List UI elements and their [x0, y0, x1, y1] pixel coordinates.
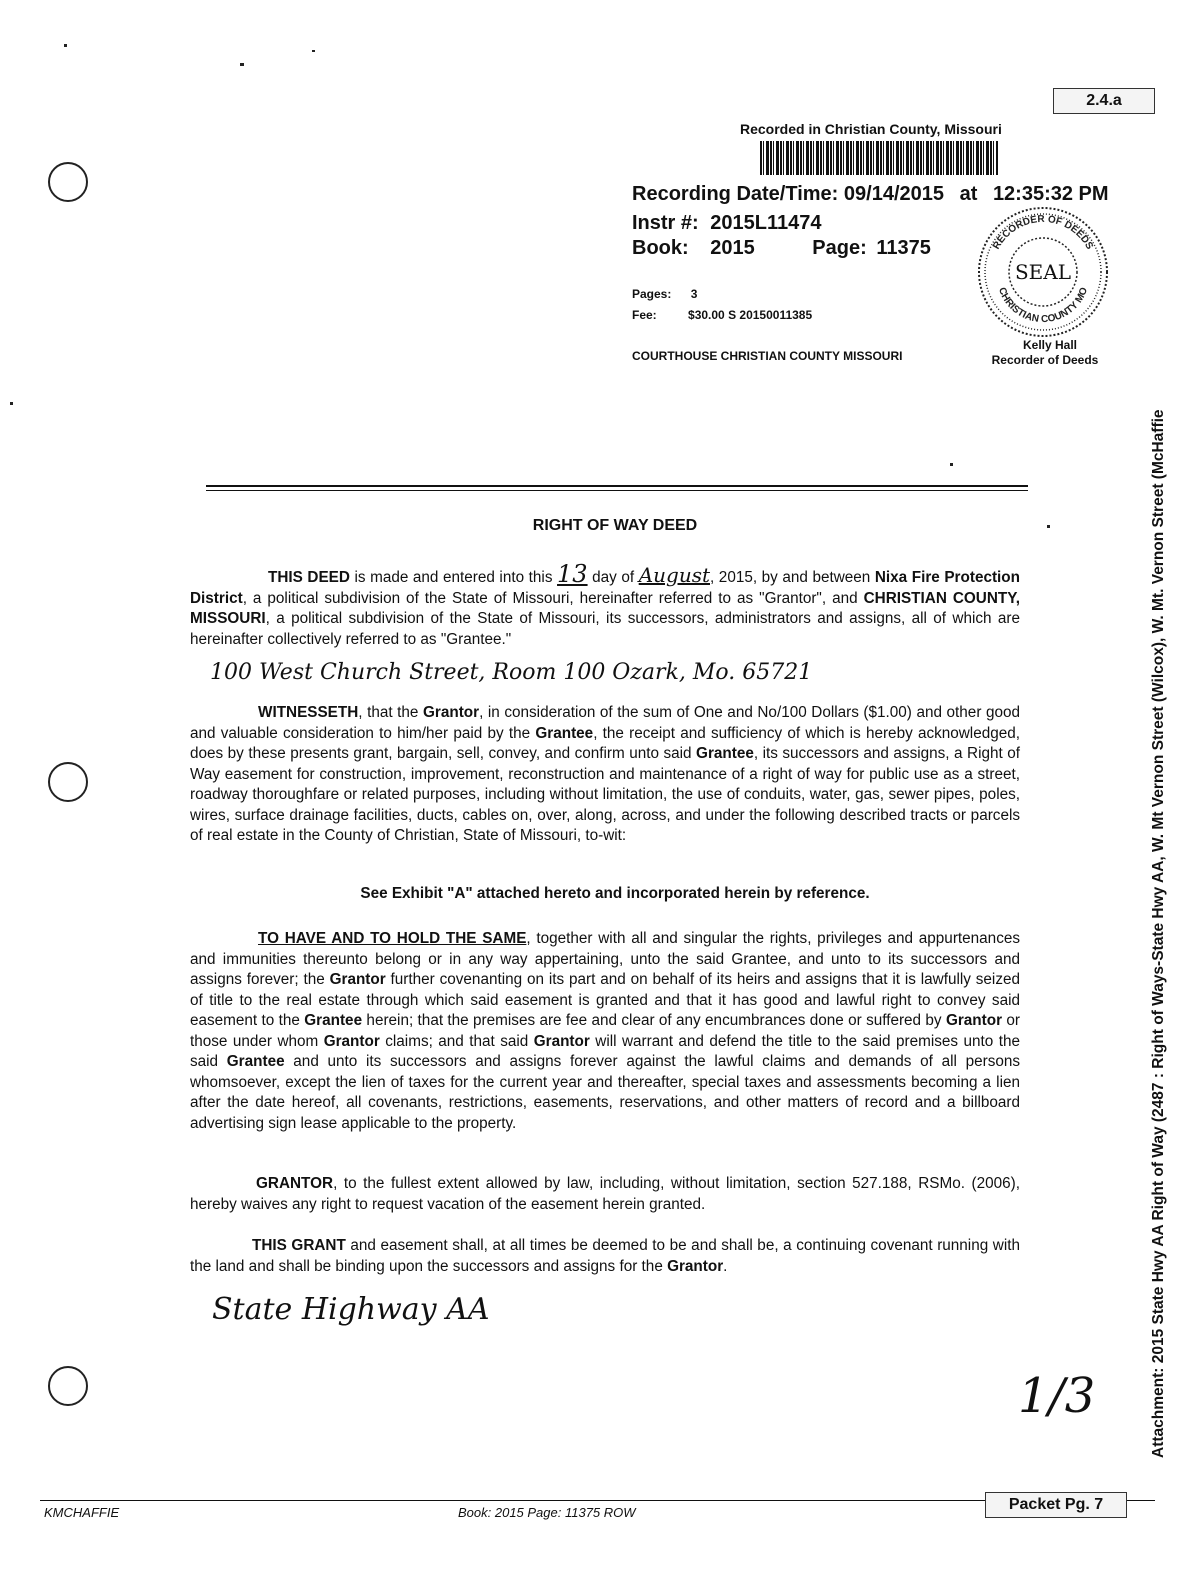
recording-date-label: Recording Date/Time:	[632, 183, 839, 205]
fee-value: $30.00 S 20150011385	[688, 308, 813, 322]
habendum-c: herein; that the premises are fee and clear of any encumbrances done or suffered by	[362, 1012, 946, 1029]
book-value: 2015	[710, 237, 755, 259]
handwritten-month: August	[638, 563, 710, 587]
seal-ring-top: RECORDER OF DEEDS	[991, 213, 1095, 252]
paragraph-waiver	[190, 1174, 1020, 1215]
scan-speck	[64, 44, 67, 47]
paragraph-covenant	[190, 1236, 1020, 1277]
recorder-name: Kelly Hall	[1022, 338, 1078, 352]
footer-center: Book: 2015 Page: 11375 ROW	[458, 1505, 636, 1520]
handwritten-highway: State Highway AA	[212, 1292, 490, 1327]
page-label: Page:	[812, 237, 867, 259]
book-line	[632, 237, 931, 260]
recording-time-value: 12:35:32 PM	[992, 183, 1109, 205]
handwritten-address: 100 West Church Street, Room 100 Ozark, Mo. 65721	[210, 660, 813, 685]
page-value: 11375	[876, 237, 931, 259]
covenant-end: .	[723, 1257, 728, 1275]
habendum-grantee: Grantee	[304, 1012, 363, 1029]
habendum-grantor: Grantor	[329, 971, 386, 988]
intro-e: , a political subdivision of the State of Missouri, its successors, administrators and assigns, all of which are hereinafter collectively referred to as "Grantee."	[190, 610, 1020, 648]
habendum-g: and unto its successors and assigns forever against the lawful claims and demands of all persons whomsoever, except the lien of taxes for the current year and thereafter, special taxes and assessments becoming a lien after the date hereof, all covenants, restrictions, easements, reservations, and other matters of record and a billboard advertising sign lease applicable to the property.	[190, 1053, 1021, 1132]
habendum-a: , together with all and singular the rights, privileges and appurtenances and immunities thereunto belong or in any way appertaining, unto the said Grantee, and unto to its successors and assigns forever; the	[190, 930, 1020, 988]
recorder-title: Recorder of Deeds	[991, 353, 1099, 367]
punch-hole-middle	[48, 762, 88, 802]
covenant-grantor: Grantor	[667, 1257, 724, 1275]
paragraph-habendum	[190, 929, 1020, 1134]
habendum-grantor-4: Grantor	[533, 1032, 590, 1050]
habendum-f: will warrant and defend the title to the said premises unto the said	[190, 1032, 1020, 1070]
intro-d: , a political subdivision of the State of Missouri, hereinafter referred to as "Grantor", and	[242, 589, 864, 607]
paragraph-witnesseth	[190, 703, 1020, 847]
punch-hole-top	[48, 162, 88, 202]
seal-center-text: SEAL	[1014, 260, 1072, 284]
handwritten-day: 13	[557, 560, 588, 588]
scan-speck	[950, 463, 953, 466]
fee-line	[632, 308, 812, 322]
courthouse-line: COURTHOUSE CHRISTIAN COUNTY MISSOURI	[632, 349, 903, 363]
side-attachment-label: Attachment: 2015 State Hwy AA Right of Way (2487 : Right of Ways-State Hwy AA, W. Mt Vernon Street (Wilcox), W. Mt. Vernon Street (McHaffie	[1150, 409, 1167, 1458]
recording-date-value: 09/14/2015	[843, 183, 945, 205]
recording-heading: Recorded in Christian County, Missouri	[740, 121, 1002, 137]
scan-speck	[1047, 525, 1050, 528]
witnesseth-b: , in consideration of the sum of One and No/100 Dollars ($1.00) and other good and valuable consideration to him/her paid by the	[190, 704, 1021, 742]
scan-speck	[10, 402, 13, 405]
witnesseth-grantor: Grantor	[423, 704, 480, 721]
habendum-grantee-2: Grantee	[226, 1053, 285, 1070]
deed-title: RIGHT OF WAY DEED	[532, 517, 698, 534]
header-divider	[206, 485, 1028, 491]
witnesseth-grantee-2: Grantee	[696, 745, 754, 762]
seal-ring-bottom: CHRISTIAN COUNTY MO	[995, 286, 1091, 326]
pages-line	[632, 287, 697, 301]
instr-label: Instr #:	[632, 212, 699, 234]
waiver-a: , to the fullest extent allowed by law, including, without limitation, section 527.188, RSMo. (2006), hereby waives any right to request vacation of the easement herein granted.	[190, 1175, 1020, 1213]
habendum-grantor-2: Grantor	[945, 1012, 1003, 1029]
book-label: Book:	[632, 237, 689, 259]
pages-label: Pages:	[632, 287, 672, 301]
witnesseth-grantee: Grantee	[535, 724, 594, 742]
intro-lead: THIS DEED	[268, 569, 350, 586]
witnesseth-d: , its successors and assigns, a Right of Way easement for construction, improvement, reconstruction and maintenance of a right of way for public use as a street, roadway thoroughfare or related purposes, including without limitation, the use of conduits, water, gas, sewer pipes, poles, wires, surface drainage facilities, ducts, cables on, over, along, across, and under the following described tracts or parcels of real estate in the County of Christian, State of Missouri, to-wit:	[190, 745, 1020, 844]
exhibit-reference: See Exhibit "A" attached hereto and incorporated herein by reference.	[360, 885, 870, 902]
intro-c: , 2015, by and between	[710, 569, 875, 586]
habendum-e: claims; and that said	[379, 1032, 534, 1050]
paragraph-intro	[190, 560, 1020, 650]
covenant-a: and easement shall, at all times be deemed to be and shall be, a continuing covenant running with the land and shall be binding upon the successors and assigns for the	[190, 1237, 1020, 1275]
intro-b: day of	[587, 569, 639, 586]
svg-text:RECORDER OF DEEDS	[991, 214, 1095, 252]
recording-date-line	[632, 183, 1109, 206]
covenant-lead: THIS GRANT	[252, 1237, 346, 1254]
waiver-lead: GRANTOR	[256, 1175, 334, 1192]
attachment-number-badge: 2.4.a	[1053, 88, 1155, 114]
punch-hole-bottom	[48, 1366, 88, 1406]
habendum-b: further covenanting on its part and on behalf of its heirs and assigns that it is lawfully seized of title to the real estate through which said easement is granted and that it has good and lawful right to convey said easement to the	[190, 971, 1020, 1029]
witnesseth-c: , the receipt and sufficiency of which is hereby acknowledged, does by these presents grant, bargain, sell, convey, and confirm unto said	[190, 724, 1020, 762]
grantee-party: CHRISTIAN COUNTY, MISSOURI	[190, 589, 1020, 627]
scan-speck	[312, 50, 315, 52]
habendum-grantor-3: Grantor	[323, 1032, 380, 1050]
footer-left: KMCHAFFIE	[44, 1505, 120, 1520]
packet-page-badge: Packet Pg. 7	[985, 1492, 1127, 1518]
scan-speck	[240, 63, 244, 66]
recorder-seal	[975, 204, 1111, 340]
recording-at: at	[959, 183, 978, 205]
instrument-line	[632, 212, 821, 235]
handwritten-page-count: 1/3	[1018, 1368, 1096, 1424]
intro-a: is made and entered into this	[349, 569, 558, 586]
barcode	[760, 141, 998, 175]
habendum-d: or those under whom	[190, 1012, 1020, 1050]
pages-value: 3	[690, 287, 698, 301]
witnesseth-lead: WITNESSETH	[258, 704, 359, 721]
fee-label: Fee:	[632, 308, 657, 322]
habendum-lead: TO HAVE AND TO HOLD THE SAME	[258, 930, 527, 947]
instr-value: 2015L11474	[710, 212, 822, 234]
grantor-party: Nixa Fire Protection District	[190, 569, 1020, 607]
witnesseth-a: , that the	[358, 704, 423, 721]
